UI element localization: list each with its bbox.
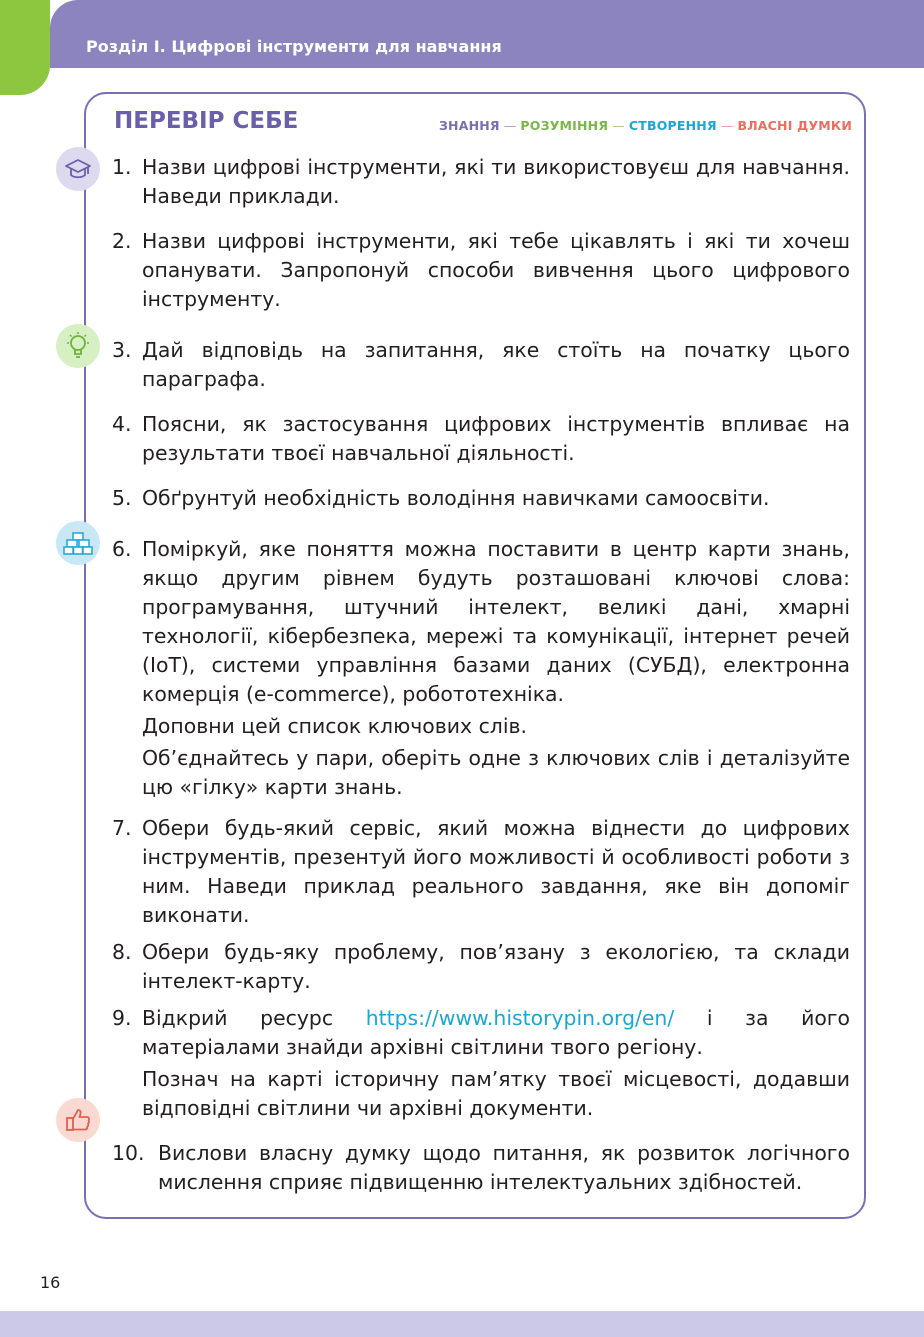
- question-text-extra: Познач на карті історичну пам’ятку твоєї місцевості, додавши відповідні світлини чи архівні документи.: [142, 1067, 850, 1120]
- question-item: [112, 814, 850, 930]
- question-text: Обґрунтуй необхідність володіння навичками самоосвіти.: [142, 486, 770, 510]
- question-item: [112, 484, 850, 513]
- question-item: [112, 938, 850, 996]
- question-number: 6.: [112, 537, 132, 561]
- question-text: Дай відповідь на запитання, яке стоїть на початку цього параграфа.: [142, 338, 850, 391]
- question-text: Поясни, як застосування цифрових інструментів впливає на результати твоєї навчальної діяльності.: [142, 412, 850, 465]
- question-list: [112, 153, 850, 1197]
- question-text: Назви цифрові інструменти, які ти використовуєш для навчання. Наведи приклади.: [142, 155, 850, 208]
- level-knowledge: ЗНАННЯ: [438, 118, 500, 133]
- question-text: Назви цифрові інструменти, які тебе цікавлять і які ти хочеш опанувати. Запропонуй способи вивчення цього цифрового інструменту.: [142, 229, 850, 311]
- question-item: [112, 535, 850, 802]
- question-item: [112, 336, 850, 394]
- level-understanding: РОЗУМІННЯ: [520, 118, 609, 133]
- question-item: [112, 410, 850, 468]
- lightbulb-icon: [56, 324, 100, 368]
- question-text: Поміркуй, яке поняття можна поставити в центр карти знань, якщо другим рівнем будуть розташовані ключові слова: програмування, штучний інтелект, великі дані, хмарні технології, кібербезпека, мережі та комунікації, інтернет речей (IoT), системи управління базами даних (СУБД), електронна комерція (e-commerce), робототехніка.: [142, 537, 850, 706]
- level-separator: —: [720, 118, 734, 133]
- question-number: 8.: [112, 940, 132, 964]
- chapter-title: Розділ І. Цифрові інструменти для навчання: [86, 37, 502, 56]
- question-text: [142, 1004, 850, 1062]
- level-creation: СТВОРЕННЯ: [628, 118, 717, 133]
- level-separator: —: [503, 118, 517, 133]
- question-text: Обери будь-яку проблему, пов’язану з екологією, та склади інтелект-карту.: [142, 940, 850, 993]
- question-number: 4.: [112, 412, 132, 436]
- historypin-link[interactable]: https://www.historypin.org/en/: [365, 1006, 675, 1030]
- question-item: [112, 153, 850, 211]
- page-number: 16: [40, 1273, 61, 1292]
- question-text-part: Відкрий ресурс: [142, 1006, 366, 1030]
- level-own-thoughts: ВЛАСНІ ДУМКИ: [737, 118, 852, 133]
- level-separator: —: [612, 118, 625, 133]
- blocks-icon: [56, 521, 100, 565]
- question-number: 3.: [112, 338, 132, 362]
- chapter-header: [50, 0, 924, 68]
- graduation-cap-icon: [56, 147, 100, 191]
- question-text: Вислови власну думку щодо питання, як розвиток логічного мислення сприяє підвищенню інтелектуальних здібностей.: [158, 1141, 850, 1194]
- question-text-part: і за його матеріалами знайди архівні світлини твого регіону.: [142, 1006, 850, 1059]
- question-item: [112, 227, 850, 314]
- question-text-extra: Об’єднайтесь у пари, оберіть одне з ключових слів і деталізуйте цю «гілку» карти знань.: [142, 746, 850, 799]
- section-tab: [0, 0, 50, 95]
- question-text-extra: Доповни цей список ключових слів.: [142, 714, 527, 738]
- question-number: 2.: [112, 229, 132, 253]
- question-text: Обери будь-який сервіс, який можна віднести до цифрових інструментів, презентуй його можливості й особливості роботи з ним. Наведи приклад реального завдання, яке він допоміг виконати.: [142, 816, 850, 927]
- question-number: 7.: [112, 816, 132, 840]
- footer-bar: [0, 1311, 924, 1337]
- question-item: [112, 1139, 850, 1197]
- question-number: 9.: [112, 1006, 132, 1030]
- level-legend: [439, 118, 852, 133]
- question-number: 10.: [112, 1141, 145, 1165]
- box-title: ПЕРЕВІР СЕБЕ: [114, 108, 299, 134]
- question-number: 5.: [112, 486, 132, 510]
- question-number: 1.: [112, 155, 132, 179]
- question-item: [112, 1004, 850, 1123]
- thumbs-up-icon: [56, 1098, 100, 1142]
